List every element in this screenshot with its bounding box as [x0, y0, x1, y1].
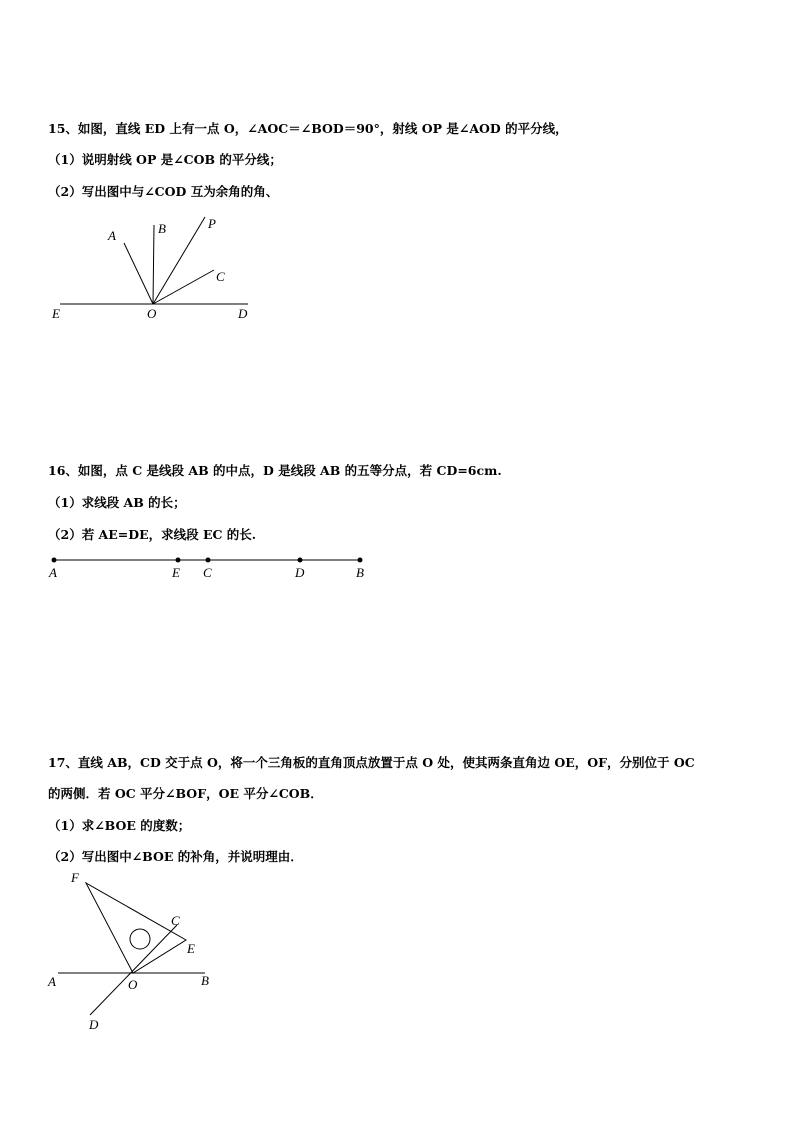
- point-d: [298, 558, 303, 563]
- problem-17-figure: [40, 865, 230, 1037]
- ray-oc: [153, 270, 214, 304]
- label-c: C: [216, 269, 225, 284]
- label-d: D: [238, 306, 248, 321]
- problem-16-part-2: （2）若 AE=DE，求线段 EC 的长.: [48, 527, 257, 542]
- label-o: O: [147, 306, 157, 321]
- problem-15-stem: 15、如图，直线 ED 上有一点 O，∠AOC＝∠BOD＝90°，射线 OP 是∠AOD 的平分线，: [48, 121, 568, 136]
- problem-17-part-1: （1）求∠BOE 的度数；: [48, 818, 191, 833]
- line-cd: [90, 925, 177, 1015]
- problem-15-figure: [40, 205, 280, 330]
- problem-16-figure: [40, 548, 380, 582]
- label-b: B: [201, 973, 209, 988]
- problem-15-part-2: （2）写出图中与∠COD 互为余角的角、: [48, 184, 279, 199]
- ray-oa: [124, 243, 153, 304]
- label-p: P: [208, 216, 216, 231]
- label-o: O: [128, 977, 138, 992]
- label-f: F: [71, 870, 79, 885]
- point-a: [52, 558, 57, 563]
- point-c: [206, 558, 211, 563]
- label-a: A: [49, 565, 57, 580]
- problem-16-part-1: （1）求线段 AB 的长；: [48, 495, 186, 510]
- label-e: E: [52, 306, 60, 321]
- label-a: A: [48, 974, 56, 989]
- label-a: A: [108, 228, 116, 243]
- label-e: E: [172, 565, 180, 580]
- label-c: C: [171, 913, 180, 928]
- label-d: D: [89, 1017, 99, 1032]
- ruler-hole: [130, 929, 150, 949]
- problem-17-part-2: （2）写出图中∠BOE 的补角，并说明理由．: [48, 849, 303, 864]
- label-d: D: [295, 565, 305, 580]
- problem-15-part-1: （1）说明射线 OP 是∠COB 的平分线；: [48, 152, 282, 167]
- problem-17-stem-continued: 的两侧．若 OC 平分∠BOF，OE 平分∠COB．: [48, 786, 323, 801]
- triangle-ruler: [86, 883, 186, 973]
- point-b: [358, 558, 363, 563]
- label-b: B: [158, 221, 166, 236]
- label-b: B: [356, 565, 364, 580]
- problem-16-stem: 16、如图，点 C 是线段 AB 的中点，D 是线段 AB 的五等分点，若 CD=6cm.: [48, 463, 502, 478]
- ray-ob: [153, 225, 154, 304]
- label-e: E: [187, 941, 195, 956]
- point-e: [176, 558, 181, 563]
- problem-17-stem: 17、直线 AB，CD 交于点 O，将一个三角板的直角顶点放置于点 O 处，使其两条直角边 OE，OF，分别位于 OC: [48, 755, 695, 770]
- label-c: C: [203, 565, 212, 580]
